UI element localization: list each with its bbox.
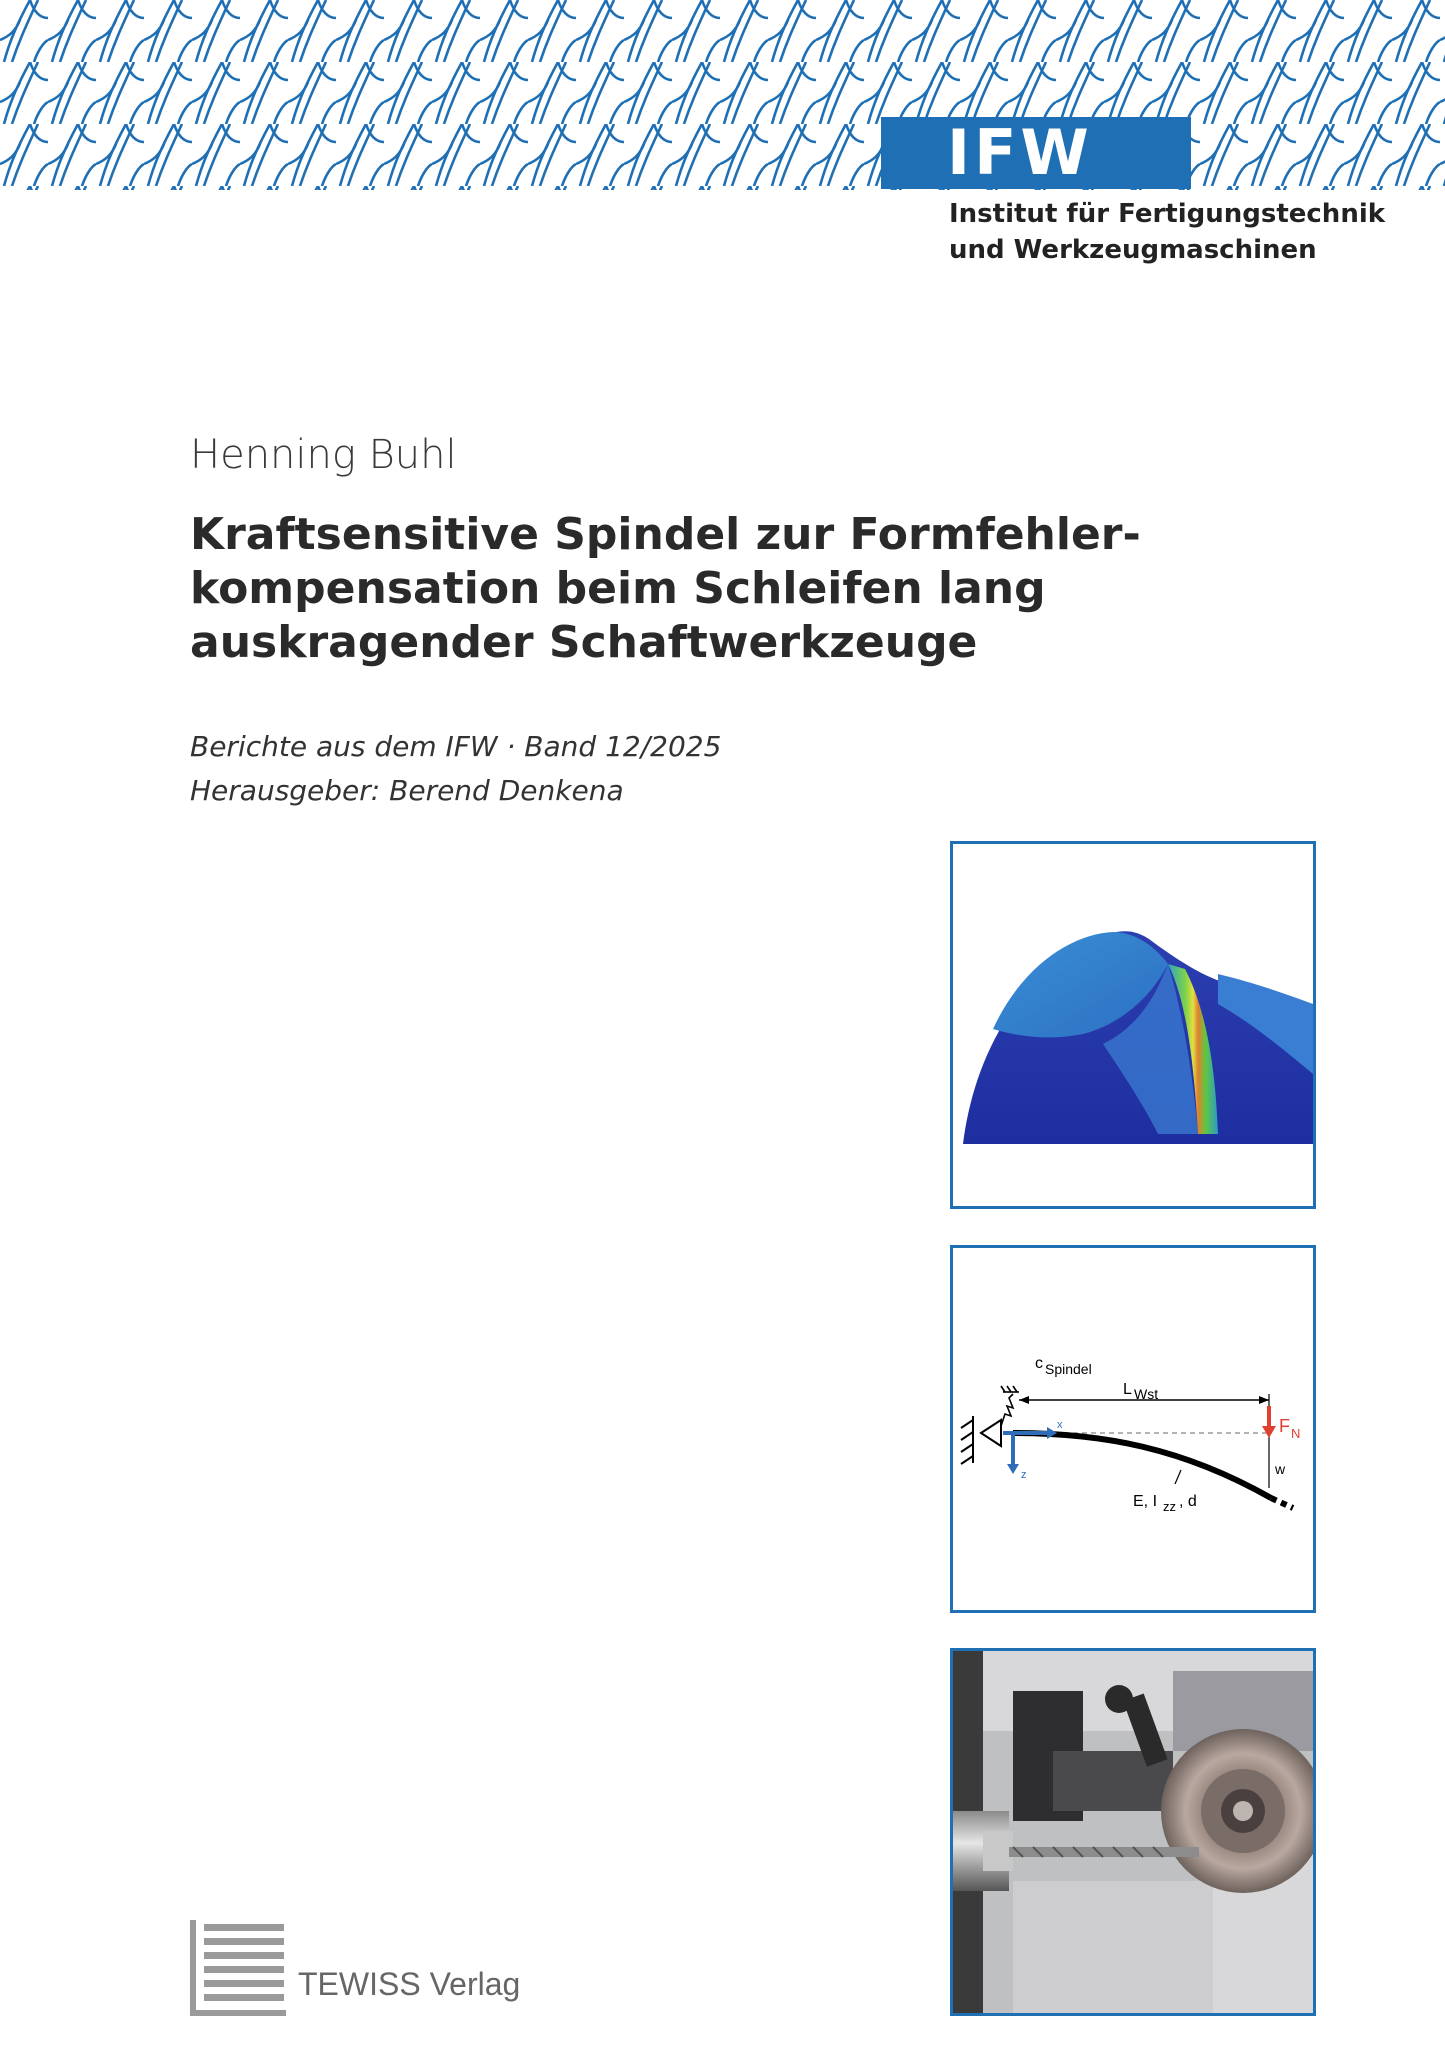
institute-name [949,196,1385,268]
title-line-2: kompensation beim Schleifen lang [190,563,1046,614]
title-line-1: Kraftsensitive Spindel zur Formfehler- [190,509,1141,560]
title-line-3: auskragender Schaftwerkzeuge [190,617,978,668]
institute-line-2: und Werkzeugmaschinen [949,235,1317,265]
beam-diagram-image [950,1245,1316,1613]
label-l: L [1123,1381,1132,1398]
label-c-sub: Spindel [1045,1361,1092,1377]
publisher-name: TEWISS Verlag [298,1966,521,2002]
ifw-logo [881,117,1191,189]
editor-line: Herausgeber: Berend Denkena [190,774,624,807]
institute-line-1: Institut für Fertigungstechnik [949,199,1386,229]
label-f-sub: N [1291,1426,1301,1441]
header-pattern [0,0,1445,190]
publisher-logo [190,1918,521,2018]
series-line: Berichte aus dem IFW · Band 12/2025 [190,730,722,763]
label-f: F [1279,1416,1290,1436]
ifw-logo-text: IFW [947,116,1093,189]
label-x: x [1057,1419,1063,1431]
label-e: E, I [1133,1493,1158,1510]
label-e-sub: zz [1163,1499,1176,1514]
spring-icon [1001,1386,1019,1426]
label-c: c [1035,1355,1043,1372]
fem-simulation-image [950,841,1316,1209]
label-e-tail: , d [1179,1493,1197,1510]
label-l-sub: Wst [1134,1386,1159,1402]
author-name: Henning Buhl [190,432,457,478]
tewiss-logo-icon [190,1918,290,2018]
grinding-machine-photo [950,1648,1316,2016]
label-z: z [1021,1469,1027,1481]
label-w: w [1275,1461,1286,1477]
book-title [190,508,1141,670]
beam-curve [1013,1433,1271,1498]
wall-support [961,1416,1001,1464]
series-info [190,725,721,813]
